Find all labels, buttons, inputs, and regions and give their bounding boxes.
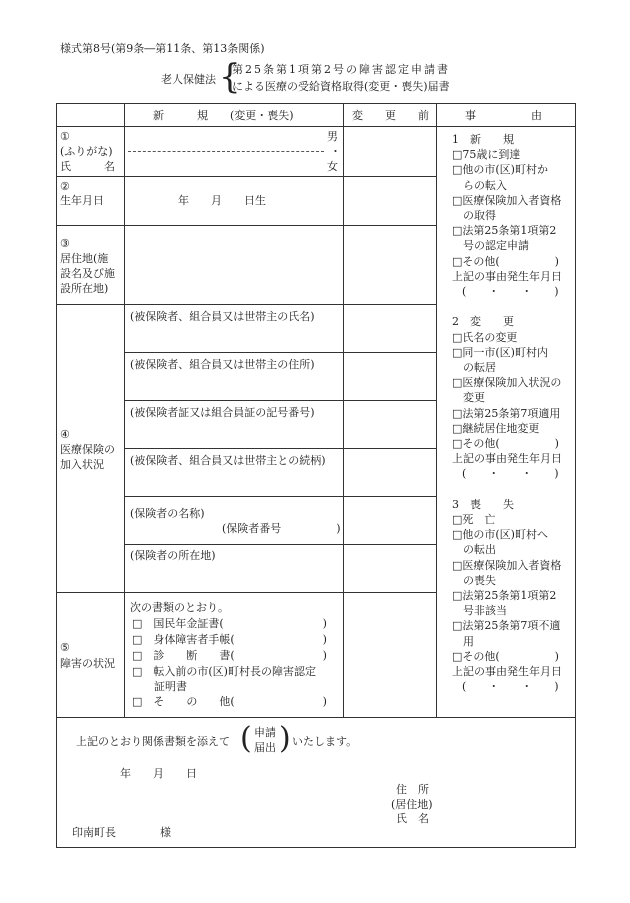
reason-checkbox[interactable]: □氏名の変更 — [452, 331, 518, 344]
divider — [343, 103, 344, 717]
statement-text: 上記のとおり関係書類を添えて — [76, 735, 230, 748]
furigana-dashed-line — [128, 151, 324, 152]
paren-open: ( — [240, 721, 252, 756]
title-line-1: 第25条第1項第2号の障害認定申請書 — [232, 63, 450, 76]
reason-checkbox[interactable]: □医療保険加入者資格 — [452, 194, 562, 207]
birthdate-label: 生年月日 — [60, 194, 104, 207]
divider — [124, 400, 436, 401]
doc-checkbox-certificate[interactable]: □ 転入前の市(区)町村長の障害認定 — [132, 665, 316, 678]
insurance-card-number-field[interactable]: (被保険者証又は組合員証の記号番号) — [130, 406, 315, 419]
relationship-field[interactable]: (被保険者、組合員又は世帯主との続柄) — [130, 454, 326, 467]
form-number: 様式第8号(第9条―第11条、第13条関係) — [60, 42, 265, 55]
reason-text: の転出 — [452, 543, 496, 556]
reason-text: の転居 — [452, 361, 496, 374]
reason-checkbox[interactable]: □医療保険加入状況の — [452, 376, 562, 389]
reason-checkbox[interactable]: □その他( ) — [452, 650, 559, 663]
divider — [124, 103, 125, 717]
reason-checkbox[interactable]: □75歳に到達 — [452, 148, 521, 161]
insurer-address-field[interactable]: (保険者の所在地) — [130, 549, 216, 562]
residence-label: 設所在地) — [60, 282, 109, 295]
reason-text: ( ・ ・ ) — [462, 467, 559, 480]
divider — [124, 496, 436, 497]
divider — [56, 304, 436, 305]
reason-checkbox[interactable]: □その他( ) — [452, 255, 559, 268]
addressee: 印南町長 様 — [72, 826, 171, 839]
row-number: ③ — [60, 237, 70, 250]
divider — [56, 592, 436, 593]
reason-text: 変更 — [452, 391, 485, 404]
apply-option[interactable]: 申請 — [254, 726, 276, 739]
gender-male[interactable]: 男 — [327, 130, 338, 143]
submission-date[interactable]: 年 月 日 — [120, 767, 197, 780]
divider — [124, 544, 436, 545]
birthdate-field[interactable]: 年 月 日生 — [178, 194, 266, 207]
row-number: ② — [60, 180, 70, 193]
paren-close: ) — [279, 721, 291, 756]
reason-text: 号の認定申請 — [452, 239, 529, 252]
law-name: 老人保健法 — [161, 73, 216, 86]
residence-label: 居住地(施 — [60, 252, 109, 265]
reason-text: 上記の事由発生年月日 — [452, 270, 562, 283]
reason-text: ( ・ ・ ) — [462, 680, 559, 693]
notify-option[interactable]: 届出 — [254, 741, 276, 754]
reason-checkbox[interactable]: □その他( ) — [452, 437, 559, 450]
row-number: ④ — [60, 428, 70, 441]
divider — [56, 176, 436, 177]
reason-checkbox[interactable]: □死 亡 — [452, 513, 496, 526]
reason-checkbox[interactable]: □法第25条第7項適用 — [452, 407, 561, 420]
column-header-new: 新 規 (変更・喪失) — [153, 109, 294, 122]
title-line-2: による医療の受給資格取得(変更・喪失)届書 — [232, 80, 450, 93]
reason-checkbox[interactable]: □法第25条第1項第2 — [452, 224, 557, 237]
gender-separator: ・ — [330, 145, 341, 158]
reason-text: の喪失 — [452, 574, 496, 587]
residence-label: 設名及び施 — [60, 267, 115, 280]
gender-female[interactable]: 女 — [327, 160, 338, 173]
applicant-name-label: 氏 名 — [396, 812, 429, 825]
divider — [436, 103, 437, 717]
reason-text: 2 変 更 — [452, 315, 514, 328]
reason-checkbox[interactable]: □医療保険加入者資格 — [452, 559, 562, 572]
reason-text: らの転入 — [452, 179, 507, 192]
reason-text: 上記の事由発生年月日 — [452, 665, 562, 678]
reason-checkbox[interactable]: □他の市(区)町村か — [452, 163, 548, 176]
divider — [124, 448, 436, 449]
column-header-before: 変 更 前 — [352, 109, 429, 122]
row-number: ⑤ — [60, 641, 70, 654]
doc-checkbox-pension[interactable]: □ 国民年金証書( ) — [132, 617, 327, 630]
furigana-label: (ふりがな) — [60, 145, 113, 158]
column-header-reason: 事 由 — [465, 109, 542, 122]
disability-intro: 次の書類のとおり。 — [130, 601, 229, 614]
insured-address-field[interactable]: (被保険者、組合員又は世帯主の住所) — [130, 358, 315, 371]
reason-text: 上記の事由発生年月日 — [452, 452, 562, 465]
divider — [56, 225, 436, 226]
reason-checkbox[interactable]: □他の市(区)町村へ — [452, 528, 548, 541]
applicant-residence-label: (居住地) — [391, 798, 433, 811]
insurance-label: 医療保険の — [60, 443, 115, 456]
reason-text: の取得 — [452, 209, 496, 222]
row-number: ① — [60, 130, 70, 143]
doc-certificate-cont: 証明書 — [132, 680, 187, 693]
reason-checkbox[interactable]: □法第25条第7項不適 — [452, 619, 561, 632]
reason-text: ( ・ ・ ) — [462, 285, 559, 298]
divider — [124, 352, 436, 353]
name-label: 氏 名 — [60, 160, 115, 173]
insurance-label: 加入状況 — [60, 458, 104, 471]
divider — [56, 717, 576, 718]
statement-suffix: いたします。 — [292, 735, 358, 748]
doc-checkbox-diagnosis[interactable]: □ 診 断 書( ) — [132, 649, 327, 662]
insured-name-field[interactable]: (被保険者、組合員又は世帯主の氏名) — [130, 310, 315, 323]
divider — [56, 126, 576, 127]
doc-checkbox-other[interactable]: □ そ の 他( ) — [132, 695, 327, 708]
reason-checkbox[interactable]: □同一市(区)町村内 — [452, 346, 548, 359]
insurer-name-field[interactable]: (保険者の名称) — [130, 507, 205, 520]
reason-text: 用 — [452, 635, 474, 648]
reason-text: 3 喪 失 — [452, 498, 514, 511]
reason-text: 1 新 規 — [452, 133, 514, 146]
insurer-number-field[interactable]: (保険者番号 ) — [222, 522, 341, 535]
disability-label: 障害の状況 — [60, 657, 115, 670]
applicant-address-label: 住 所 — [396, 783, 429, 796]
reason-text: 号非該当 — [452, 604, 507, 617]
reason-checkbox[interactable]: □法第25条第1項第2 — [452, 589, 557, 602]
reason-checkbox[interactable]: □継続居住地変更 — [452, 422, 540, 435]
title-brace: { — [219, 57, 241, 97]
doc-checkbox-handbook[interactable]: □ 身体障害者手帳( ) — [132, 633, 327, 646]
